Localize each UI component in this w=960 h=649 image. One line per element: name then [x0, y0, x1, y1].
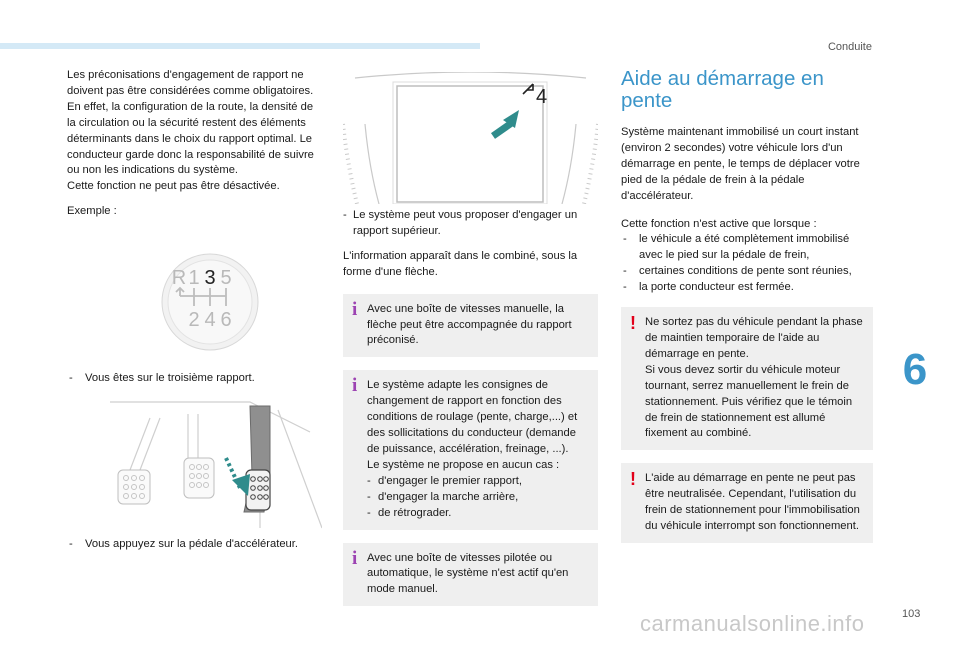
step-3-text: - Le système peut vous proposer d'engager un rapport supérieur. — [343, 208, 598, 240]
gear-label-1: 1 — [188, 267, 200, 289]
condition-item: - la porte conducteur est fermée. — [621, 280, 873, 296]
gear-label-6: 6 — [220, 309, 232, 331]
warning-disable-text: L'aide au démarrage en pente ne peut pas être neutralisée. Cependant, l'utilisation du frein de stationnement pour l'immobilisation du véhicule interrompt son fonctionnement. — [645, 472, 860, 533]
warning-icon: ! — [630, 469, 636, 490]
gear-label-2: 2 — [188, 309, 200, 331]
info-note-adapt-item: - d'engager la marche arrière, — [367, 490, 590, 506]
step-2-text: - Vous appuyez sur la pédale d'accélérateur. — [67, 537, 322, 553]
info-note-adapt-item: - d'engager le premier rapport, — [367, 474, 590, 490]
info-note-manual-text: Avec une boîte de vitesses manuelle, la flèche peut être accompagnée du rapport préconisé. — [367, 302, 572, 347]
pedals-figure — [110, 400, 322, 530]
press-arrow-icon — [226, 458, 250, 496]
watermark: carmanualsonline.info — [640, 611, 865, 636]
info-icon: i — [352, 298, 358, 320]
gear-label-4: 4 — [204, 309, 216, 331]
gear-label-5: 5 — [220, 267, 232, 289]
display-info-paragraph: L'information apparaît dans le combiné, sous la forme d'une flèche. — [343, 249, 578, 278]
warning-exit-text-2: Si vous devez sortir du véhicule moteur tournant, serrez manuellement le frein de stationnement. Puis vérifiez que le témoin de frein de stationnement est allumé fixement au combiné. — [645, 363, 853, 440]
step-1 — [67, 371, 322, 387]
clutch-pedal-icon — [118, 470, 150, 504]
info-note-automatic-text: Avec une boîte de vitesses pilotée ou automatique, le système n'est actif qu'en mode manuel. — [367, 551, 569, 596]
accelerator-pedal-icon — [244, 406, 270, 512]
step-2 — [67, 537, 322, 553]
intro-paragraph: Les préconisations d'engagement de rapport ne doivent pas être considérées comme obligatoires. En effet, la configuration de la route, la densité de la circulation ou la sécurité restent des éléments déterminants dans le choix du rapport optimal. Le conducteur garde donc la responsabilité de suivre ou non les indications du système. — [67, 69, 314, 177]
hill-start-title: Aide au démarrage en pente — [621, 67, 824, 112]
intro-paragraph-2: Cette fonction ne peut pas être désactivée. — [67, 180, 280, 193]
condition-item: - certaines conditions de pente sont réunies, — [621, 264, 873, 280]
gear-knob-figure — [160, 252, 260, 352]
info-icon: i — [352, 547, 358, 569]
info-note-adapt-text: Le système adapte les consignes de changement de rapport en fonction des conditions de roulage (pente, charge,...) et des sollicitations du conducteur (demande de puissance, accélération, freinage, ...). — [367, 379, 578, 455]
example-label: Exemple : — [67, 205, 117, 218]
gear-label-r: R — [171, 267, 187, 289]
column-hill-start — [621, 68, 873, 543]
gear-label-3-current: 3 — [204, 267, 216, 289]
warning-note-disable — [621, 463, 873, 543]
info-note-adapt-lead: Le système ne propose en aucun cas : — [367, 458, 560, 471]
conditions-lead: Cette fonction n'est active que lorsque : — [621, 217, 817, 230]
hill-start-description: Système maintenant immobilisé un court instant (environ 2 secondes) votre véhicule lors d'un démarrage en pente, le temps de déplacer votre pied de la pédale de frein à la pédale d'accélérateur. — [621, 126, 860, 202]
warning-note-exit — [621, 307, 873, 450]
info-note-adapt — [343, 370, 598, 529]
info-note-manual — [343, 294, 598, 358]
header-bar — [0, 43, 480, 49]
display-gear-number: 4 — [536, 86, 548, 108]
brake-pedal-icon — [184, 458, 214, 498]
instrument-cluster-figure — [343, 72, 598, 204]
warning-icon: ! — [630, 313, 636, 334]
section-title: Conduite — [827, 41, 872, 53]
info-note-automatic — [343, 543, 598, 607]
info-icon: i — [352, 375, 358, 397]
column-gear-advice — [67, 68, 322, 220]
step-1-text: - Vous êtes sur le troisième rapport. — [67, 371, 322, 387]
page-number: 103 — [902, 608, 921, 620]
warning-exit-text-1: Ne sortez pas du véhicule pendant la phase de maintien temporaire de l'aide au démarrage en pente. — [645, 316, 863, 360]
column-display-info — [343, 208, 598, 606]
chapter-number: 6 — [902, 345, 928, 394]
condition-item: - le véhicule a été complètement immobilisé avec le pied sur la pédale de frein, — [621, 232, 873, 264]
info-note-adapt-item: - de rétrograder. — [367, 506, 590, 522]
